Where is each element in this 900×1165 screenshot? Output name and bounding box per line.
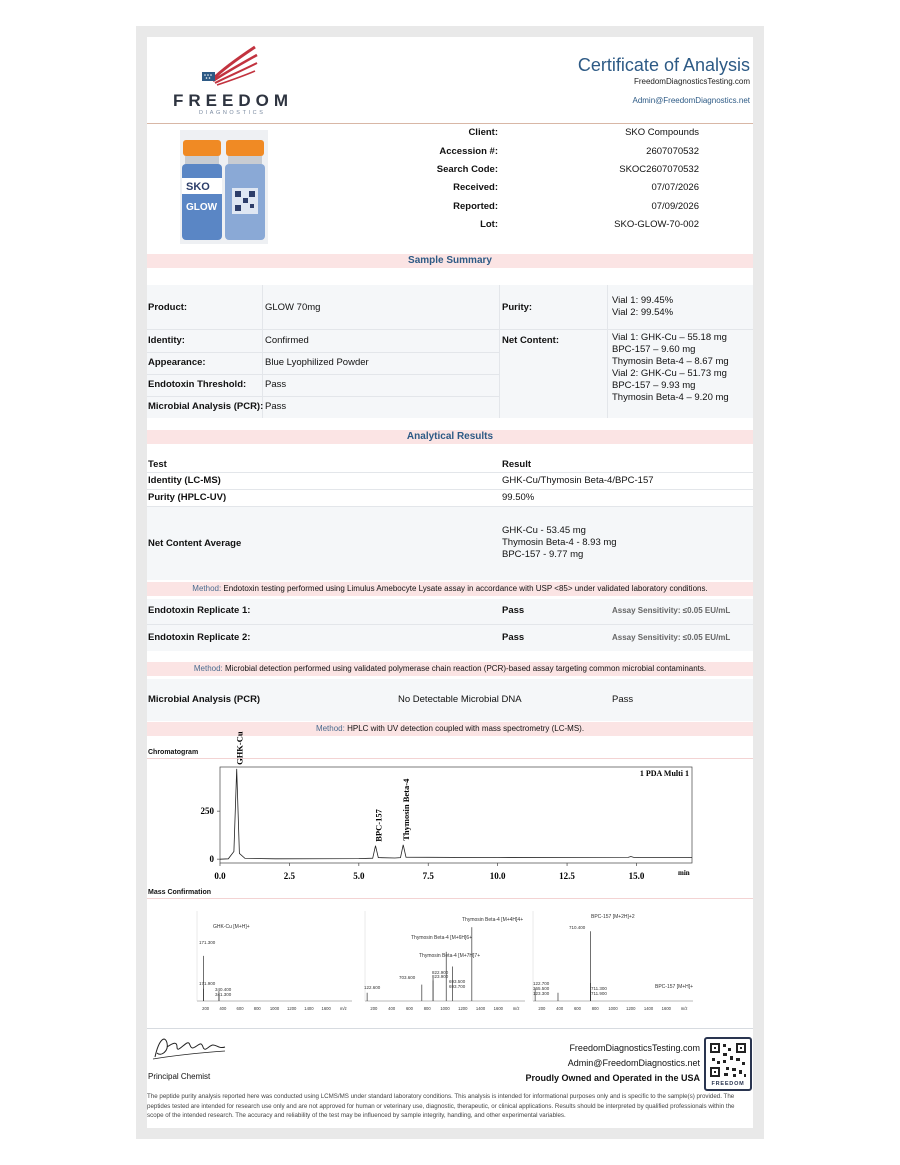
mass-x-tick-label: m/z xyxy=(340,1006,347,1011)
chromatogram-frame xyxy=(220,767,692,863)
summary-col-divider-3 xyxy=(607,285,608,418)
net-content-line: Thymosin Beta-4 – 9.20 mg xyxy=(612,392,729,403)
reported-value: 07/09/2026 xyxy=(651,201,699,212)
microbial-summary-value: Pass xyxy=(265,401,287,412)
col-test-header: Test xyxy=(148,459,167,470)
vial-brand-text: SKO xyxy=(186,181,210,193)
product-label: Product: xyxy=(148,302,188,313)
mass-x-tick-label: 1000 xyxy=(269,1006,280,1011)
received-value: 07/07/2026 xyxy=(651,182,699,193)
signature-image xyxy=(147,1029,237,1067)
mass-peak-value: 341.300 xyxy=(215,992,232,997)
hplc-method-text: HPLC with UV detection coupled with mass spectrometry (LC-MS). xyxy=(347,724,585,733)
appearance-value: Blue Lyophilized Powder xyxy=(265,357,369,368)
mass-x-tick-label: 1600 xyxy=(493,1006,503,1011)
result-purity: 99.50% xyxy=(502,492,535,503)
mass-x-tick-label: 1400 xyxy=(304,1006,314,1011)
header-email[interactable]: Admin@FreedomDiagnostics.net xyxy=(632,96,750,105)
identity-label: Identity: xyxy=(148,335,185,346)
endotoxin-rep1-result: Pass xyxy=(502,605,525,616)
client-label: Client: xyxy=(468,127,498,138)
test-purity: Purity (HPLC-UV) xyxy=(148,492,227,503)
net-content-line: Vial 2: GHK-Cu – 51.73 mg xyxy=(612,368,727,379)
mass-x-tick-label: 1400 xyxy=(643,1006,654,1011)
analytical-results-heading: Analytical Results xyxy=(147,430,753,444)
endotoxin-threshold-value: Pass xyxy=(265,379,287,390)
summary-col-divider-2 xyxy=(499,285,500,418)
microbial-result: Pass xyxy=(612,694,634,705)
mass-annotation: Thymosin Beta-4 [M+6H]6+ xyxy=(411,935,473,941)
method-key: Method: xyxy=(315,724,345,733)
purity-vial-2: Vial 2: 99.54% xyxy=(612,307,674,318)
summary-row-divider xyxy=(147,374,499,375)
x-tick-label: 15.0 xyxy=(628,871,645,881)
certificate-page xyxy=(147,37,753,1128)
mass-x-tick-label: 600 xyxy=(236,1006,244,1011)
mass-annotation: BPC-157 [M+H]+ xyxy=(655,984,694,990)
mass-peak-value: 822.900 xyxy=(432,970,449,975)
search-code-value: SKOC2607070532 xyxy=(619,164,699,175)
net-content-line: BPC-157 – 9.93 mg xyxy=(612,380,696,391)
mass-peak-value: 365.500 xyxy=(533,986,550,991)
mass-x-tick-label: 1000 xyxy=(608,1006,618,1011)
product-value: GLOW 70mg xyxy=(265,302,321,313)
reported-label: Reported: xyxy=(453,201,498,212)
peak-label: BPC-157 xyxy=(373,809,384,842)
test-identity: Identity (LC-MS) xyxy=(148,475,221,486)
results-row-divider xyxy=(147,506,753,507)
product-photo xyxy=(180,130,268,244)
net-content-line: Thymosin Beta-4 – 8.67 mg xyxy=(612,356,729,367)
peak-label: Thymosin Beta-4 xyxy=(401,778,412,841)
mass-peak-value: 711.900 xyxy=(591,991,607,996)
method-key: Method: xyxy=(192,584,222,593)
net-content-values xyxy=(612,332,729,404)
chromatogram-legend: 1 PDA Multi 1 xyxy=(639,769,689,778)
received-label: Received: xyxy=(453,182,498,193)
mass-x-tick-label: 400 xyxy=(219,1006,227,1011)
search-code-label: Search Code: xyxy=(436,164,498,175)
mass-x-tick-label: 1200 xyxy=(287,1006,297,1011)
net-content-avg-values xyxy=(502,525,617,561)
footer-website[interactable]: FreedomDiagnosticsTesting.com xyxy=(569,1043,700,1053)
microbial-finding: No Detectable Microbial DNA xyxy=(398,694,522,705)
mass-x-tick-label: 1600 xyxy=(321,1006,331,1011)
purity-vial-1: Vial 1: 99.45% xyxy=(612,295,674,306)
header-website[interactable]: FreedomDiagnosticsTesting.com xyxy=(633,77,750,86)
mass-peak-value: 122.700 xyxy=(533,981,550,986)
mass-peak-value: 823.900 xyxy=(432,974,449,979)
chromatogram-series-line xyxy=(220,769,692,859)
lot-value: SKO-GLOW-70-002 xyxy=(614,219,699,230)
microbial-method-bar xyxy=(147,662,753,676)
results-row-divider xyxy=(147,472,753,473)
net-avg-line: BPC-157 - 9.77 mg xyxy=(502,549,584,560)
mass-x-tick-label: 600 xyxy=(573,1006,581,1011)
x-axis-unit: min xyxy=(678,869,690,877)
net-avg-line: Thymosin Beta-4 - 8.93 mg xyxy=(502,537,617,548)
footer-contact xyxy=(525,1041,700,1086)
mass-x-tick-label: 400 xyxy=(388,1006,396,1011)
y-tick-label: 250 xyxy=(200,806,214,817)
chromatogram-axes xyxy=(201,767,693,881)
chromatogram-title: Chromatogram xyxy=(148,749,199,756)
summary-row-divider xyxy=(147,396,499,397)
purity-values xyxy=(612,295,673,319)
mass-peak-value: 122.600 xyxy=(364,985,381,990)
net-content-label: Net Content: xyxy=(502,335,559,346)
mass-annotation: Thymosin Beta-4 [M+7H]7+ xyxy=(419,953,481,959)
mass-x-tick-label: 1200 xyxy=(458,1006,468,1011)
qr-brand-text: FREEDOM xyxy=(711,1081,745,1087)
brand-wordmark: FREEDOM xyxy=(173,91,293,110)
endotoxin-method-bar xyxy=(147,582,753,596)
mass-peak-value: 703.600 xyxy=(399,975,416,980)
sample-summary-heading: Sample Summary xyxy=(147,254,753,268)
net-content-line: BPC-157 – 9.60 mg xyxy=(612,344,696,355)
mass-peak-value: 693.700 xyxy=(449,984,466,989)
page-title: Certificate of Analysis xyxy=(577,55,750,75)
disclaimer-text: The peptide purity analysis reported here was conducted using LCMS/MS under standard laboratory conditions. This analysis is intended for informational purposes only and is specific to the sample(s) provided. The peptides tested are intended for research use only and are not approved for human or veterinary use, diagnostic, therapeutic, or clinical applications. Results should be interpreted by qualified professionals within the scope of the intended research. The accuracy and reliability of the test may be influenced by sample integrity, handling, and other experimental variables. xyxy=(147,1093,735,1119)
mass-peak-value: 340.400 xyxy=(215,987,232,992)
brand-logo xyxy=(169,43,309,123)
x-tick-label: 10.0 xyxy=(489,871,506,881)
method-key: Method: xyxy=(193,664,223,673)
mass-annotation: BPC-157 [M+2H]+2 xyxy=(591,914,635,920)
mass-peak-value: 123.300 xyxy=(533,991,550,996)
result-identity: GHK-Cu/Thymosin Beta-4/BPC-157 xyxy=(502,475,654,486)
endotoxin-method-text: Endotoxin testing performed using Limulus Amebocyte Lysate assay in accordance with USP <85> under validated laboratory conditions. xyxy=(223,584,708,593)
mass-x-tick-label: 200 xyxy=(370,1006,378,1011)
x-tick-label: 7.5 xyxy=(422,871,434,881)
endotoxin-rep1-label: Endotoxin Replicate 1: xyxy=(148,605,251,616)
y-tick-label: 0 xyxy=(209,854,214,865)
mass-x-tick-label: 800 xyxy=(423,1006,431,1011)
x-tick-label: 5.0 xyxy=(353,871,365,881)
x-tick-label: 12.5 xyxy=(559,871,575,881)
appearance-label: Appearance: xyxy=(148,357,206,368)
net-content-avg-label: Net Content Average xyxy=(148,538,242,549)
mass-spectra-chart xyxy=(147,899,753,1017)
col-result-header: Result xyxy=(502,459,532,470)
microbial-label: Microbial Analysis (PCR) xyxy=(148,694,261,705)
mass-x-tick-label: m/z xyxy=(680,1006,688,1011)
chromatogram-labels xyxy=(235,731,412,842)
mass-panel-label: GHK-Cu [M+H]+ xyxy=(213,924,250,930)
qr-code[interactable] xyxy=(704,1037,752,1091)
microbial-method-text: Microbial detection performed using validated polymerase chain reaction (PCR)-based assay targeting common microbial contaminants. xyxy=(225,664,707,673)
endotoxin-rep1-sensitivity: Assay Sensitivity: ≤0.05 EU/mL xyxy=(612,606,731,615)
vials-image xyxy=(180,130,268,244)
client-value: SKO Compounds xyxy=(625,127,699,138)
identity-value: Confirmed xyxy=(265,335,309,346)
results-row-divider xyxy=(147,489,753,490)
qr-icon xyxy=(706,1040,750,1080)
accession-value: 2607070532 xyxy=(646,146,699,157)
mass-x-tick-label: 600 xyxy=(405,1006,413,1011)
summary-row-divider xyxy=(147,329,753,330)
mass-x-tick-label: 1600 xyxy=(661,1006,671,1011)
summary-row-divider xyxy=(147,352,499,353)
x-tick-label: 2.5 xyxy=(283,871,296,881)
mass-peak-value: 710.400 xyxy=(569,925,586,930)
endotoxin-rep2-label: Endotoxin Replicate 2: xyxy=(148,632,251,643)
mass-peak-value: 171.300 xyxy=(199,940,216,945)
endotoxin-threshold-label: Endotoxin Threshold: xyxy=(148,379,247,390)
mass-peak-value: 693.500 xyxy=(449,979,466,984)
mass-x-tick-label: 200 xyxy=(202,1006,210,1011)
endotoxin-row-divider xyxy=(147,624,753,625)
mass-x-tick-label: 200 xyxy=(538,1006,546,1011)
endotoxin-rep2-sensitivity: Assay Sensitivity: ≤0.05 EU/mL xyxy=(612,633,731,642)
mass-x-tick-label: 1200 xyxy=(626,1006,636,1011)
footer-tagline: Proudly Owned and Operated in the USA xyxy=(525,1073,700,1083)
mass-peak-value: 171.900 xyxy=(199,981,216,986)
net-avg-line: GHK-Cu - 53.45 mg xyxy=(502,525,586,536)
mass-annotation: Thymosin Beta-4 [M+4H]4+ xyxy=(462,917,524,923)
mass-x-tick-label: 800 xyxy=(591,1006,599,1011)
header-divider xyxy=(147,123,753,124)
footer-divider xyxy=(147,1028,753,1029)
mass-peak-value: 711.300 xyxy=(591,986,607,991)
purity-label: Purity: xyxy=(502,302,533,313)
vial-label-text: GLOW xyxy=(186,202,218,213)
accession-label: Accession #: xyxy=(439,146,498,157)
mass-confirmation-title: Mass Confirmation xyxy=(148,889,212,896)
signer-title: Principal Chemist xyxy=(148,1072,211,1081)
mass-x-tick-label: m/z xyxy=(512,1006,520,1011)
mass-x-tick-label: 800 xyxy=(253,1006,261,1011)
footer-email[interactable]: Admin@FreedomDiagnostics.net xyxy=(567,1058,700,1068)
x-tick-label: 0.0 xyxy=(214,871,226,881)
mass-x-tick-label: 1000 xyxy=(440,1006,450,1011)
brand-subtitle: DIAGNOSTICS xyxy=(199,110,266,116)
endotoxin-rep2-result: Pass xyxy=(502,632,525,643)
mass-x-tick-label: 1400 xyxy=(475,1006,486,1011)
net-content-line: Vial 1: GHK-Cu – 55.18 mg xyxy=(612,332,727,343)
mass-x-tick-label: 400 xyxy=(556,1006,564,1011)
peak-label: GHK-Cu xyxy=(234,731,245,765)
microbial-summary-label: Microbial Analysis (PCR): xyxy=(148,401,264,412)
lot-label: Lot: xyxy=(480,219,498,230)
flag-wing-icon xyxy=(199,45,259,89)
